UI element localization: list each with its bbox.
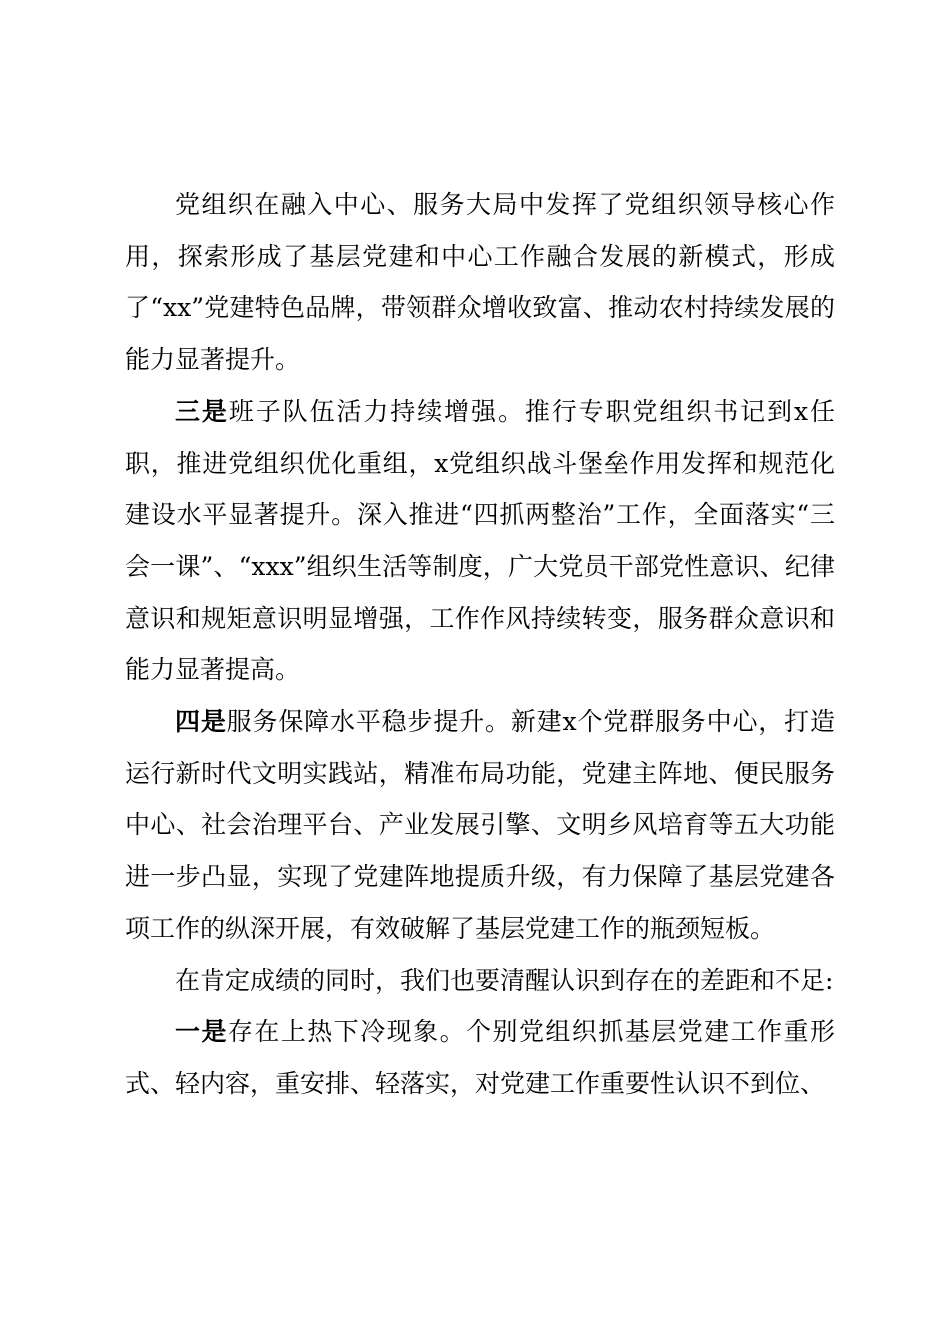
document-body	[125, 179, 835, 1110]
paragraph-lead: 四是	[175, 707, 227, 737]
paragraph-party-leadership	[125, 179, 835, 386]
paragraph-shortcomings-intro	[125, 955, 835, 1007]
paragraph-point-three	[125, 386, 835, 696]
paragraph-lead: 三是	[175, 396, 229, 426]
paragraph-text: 服务保障水平稳步提升。新建x个党群服务中心，打造运行新时代文明实践站，精准布局功能，党建主阵地、便民服务中心、社会治理平台、产业发展引擎、文明乡风培育等五大功能进一步凸显，实现了党建阵地提质升级，有力保障了基层党建各项工作的纵深开展，有效破解了基层党建工作的瓶颈短板。	[125, 707, 835, 943]
paragraph-text: 班子队伍活力持续增强。推行专职党组织书记到x任职，推进党组织优化重组，x党组织战斗堡垒作用发挥和规范化建设水平显著提升。深入推进“四抓两整治”工作，全面落实“三会一课”、“xxx”组织生活等制度，广大党员干部党性意识、纪律意识和规矩意识明显增强，工作作风持续转变，服务群众意识和能力显著提高。	[125, 396, 835, 685]
paragraph-lead: 一是	[175, 1017, 228, 1047]
paragraph-point-four	[125, 696, 835, 955]
paragraph-shortcoming-one	[125, 1006, 835, 1109]
paragraph-text: 存在上热下冷现象。个别党组织抓基层党建工作重形式、轻内容，重安排、轻落实，对党建工作重要性认识不到位、	[125, 1017, 835, 1098]
paragraph-text: 党组织在融入中心、服务大局中发挥了党组织领导核心作用，探索形成了基层党建和中心工作融合发展的新模式，形成了“xx”党建特色品牌，带领群众增收致富、推动农村持续发展的能力显著提升。	[125, 190, 835, 375]
paragraph-text: 在肯定成绩的同时，我们也要清醒认识到存在的差距和不足:	[175, 965, 834, 995]
